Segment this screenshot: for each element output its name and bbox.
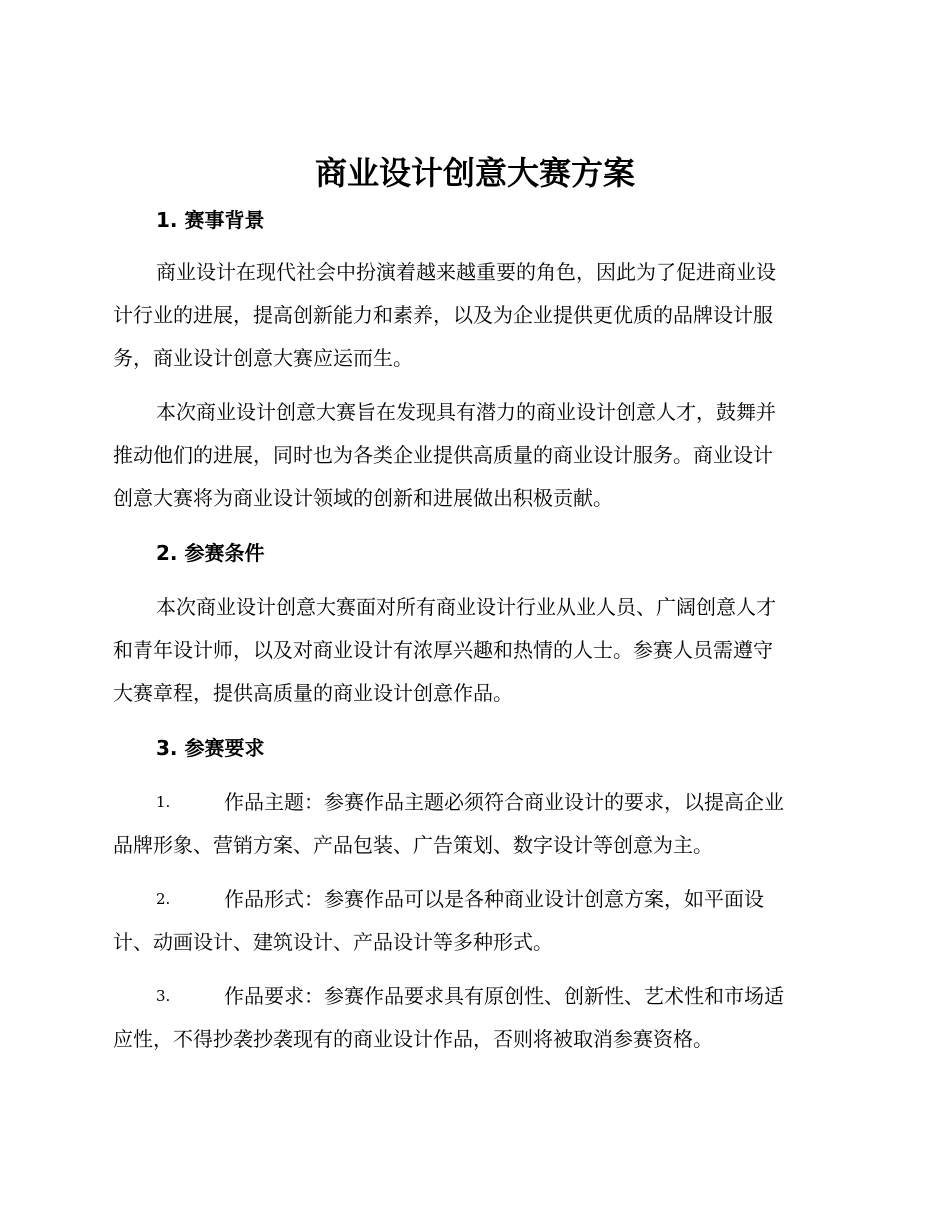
list-item-line: 应性，不得抄袭抄袭现有的商业设计作品，否则将被取消参赛资格。: [113, 1027, 713, 1051]
requirement-item-1: [113, 781, 837, 867]
list-item-line: 作品形式：参赛作品可以是各种商业设计创意方案，如平面设: [224, 887, 764, 911]
paragraph-line: 本次商业设计创意大赛旨在发现具有潜力的商业设计创意人才，鼓舞并: [156, 400, 776, 424]
background-paragraph-1: [113, 251, 837, 380]
section-heading-background: 1. 赛事背景: [156, 208, 265, 232]
paragraph-line: 大赛章程，提供高质量的商业设计创意作品。: [113, 681, 513, 705]
list-item-line: 作品主题：参赛作品主题必须符合商业设计的要求，以提高企业: [224, 790, 784, 814]
section-heading-eligibility: 2. 参赛条件: [156, 541, 265, 565]
paragraph-line: 计行业的进展，提高创新能力和素养，以及为企业提供更优质的品牌设计服: [113, 303, 773, 327]
list-number: 1.: [156, 793, 171, 811]
paragraph-line: 和青年设计师，以及对商业设计有浓厚兴趣和热情的人士。参赛人员需遵守: [113, 638, 773, 662]
list-item-line: 计、动画设计、建筑设计、产品设计等多种形式。: [113, 930, 553, 954]
list-number: 2.: [156, 890, 171, 908]
requirement-item-2: [113, 878, 837, 964]
section-heading-requirements: 3. 参赛要求: [156, 736, 265, 760]
list-item-line: 作品要求：参赛作品要求具有原创性、创新性、艺术性和市场适: [224, 984, 784, 1008]
paragraph-line: 商业设计在现代社会中扮演着越来越重要的角色，因此为了促进商业设: [156, 260, 776, 284]
paragraph-line: 务，商业设计创意大赛应运而生。: [113, 346, 413, 370]
list-item-line: 品牌形象、营销方案、产品包装、广告策划、数字设计等创意为主。: [113, 833, 713, 857]
paragraph-line: 本次商业设计创意大赛面对所有商业设计行业从业人员、广阔创意人才: [156, 595, 776, 619]
requirement-item-3: [113, 975, 837, 1061]
paragraph-line: 创意大赛将为商业设计领域的创新和进展做出积极贡献。: [113, 486, 613, 510]
list-number: 3.: [156, 987, 171, 1005]
paragraph-line: 推动他们的进展，同时也为各类企业提供高质量的商业设计服务。商业设计: [113, 443, 773, 467]
eligibility-paragraph: [113, 586, 837, 715]
document-title: 商业设计创意大赛方案: [314, 154, 635, 192]
background-paragraph-2: [113, 391, 837, 520]
